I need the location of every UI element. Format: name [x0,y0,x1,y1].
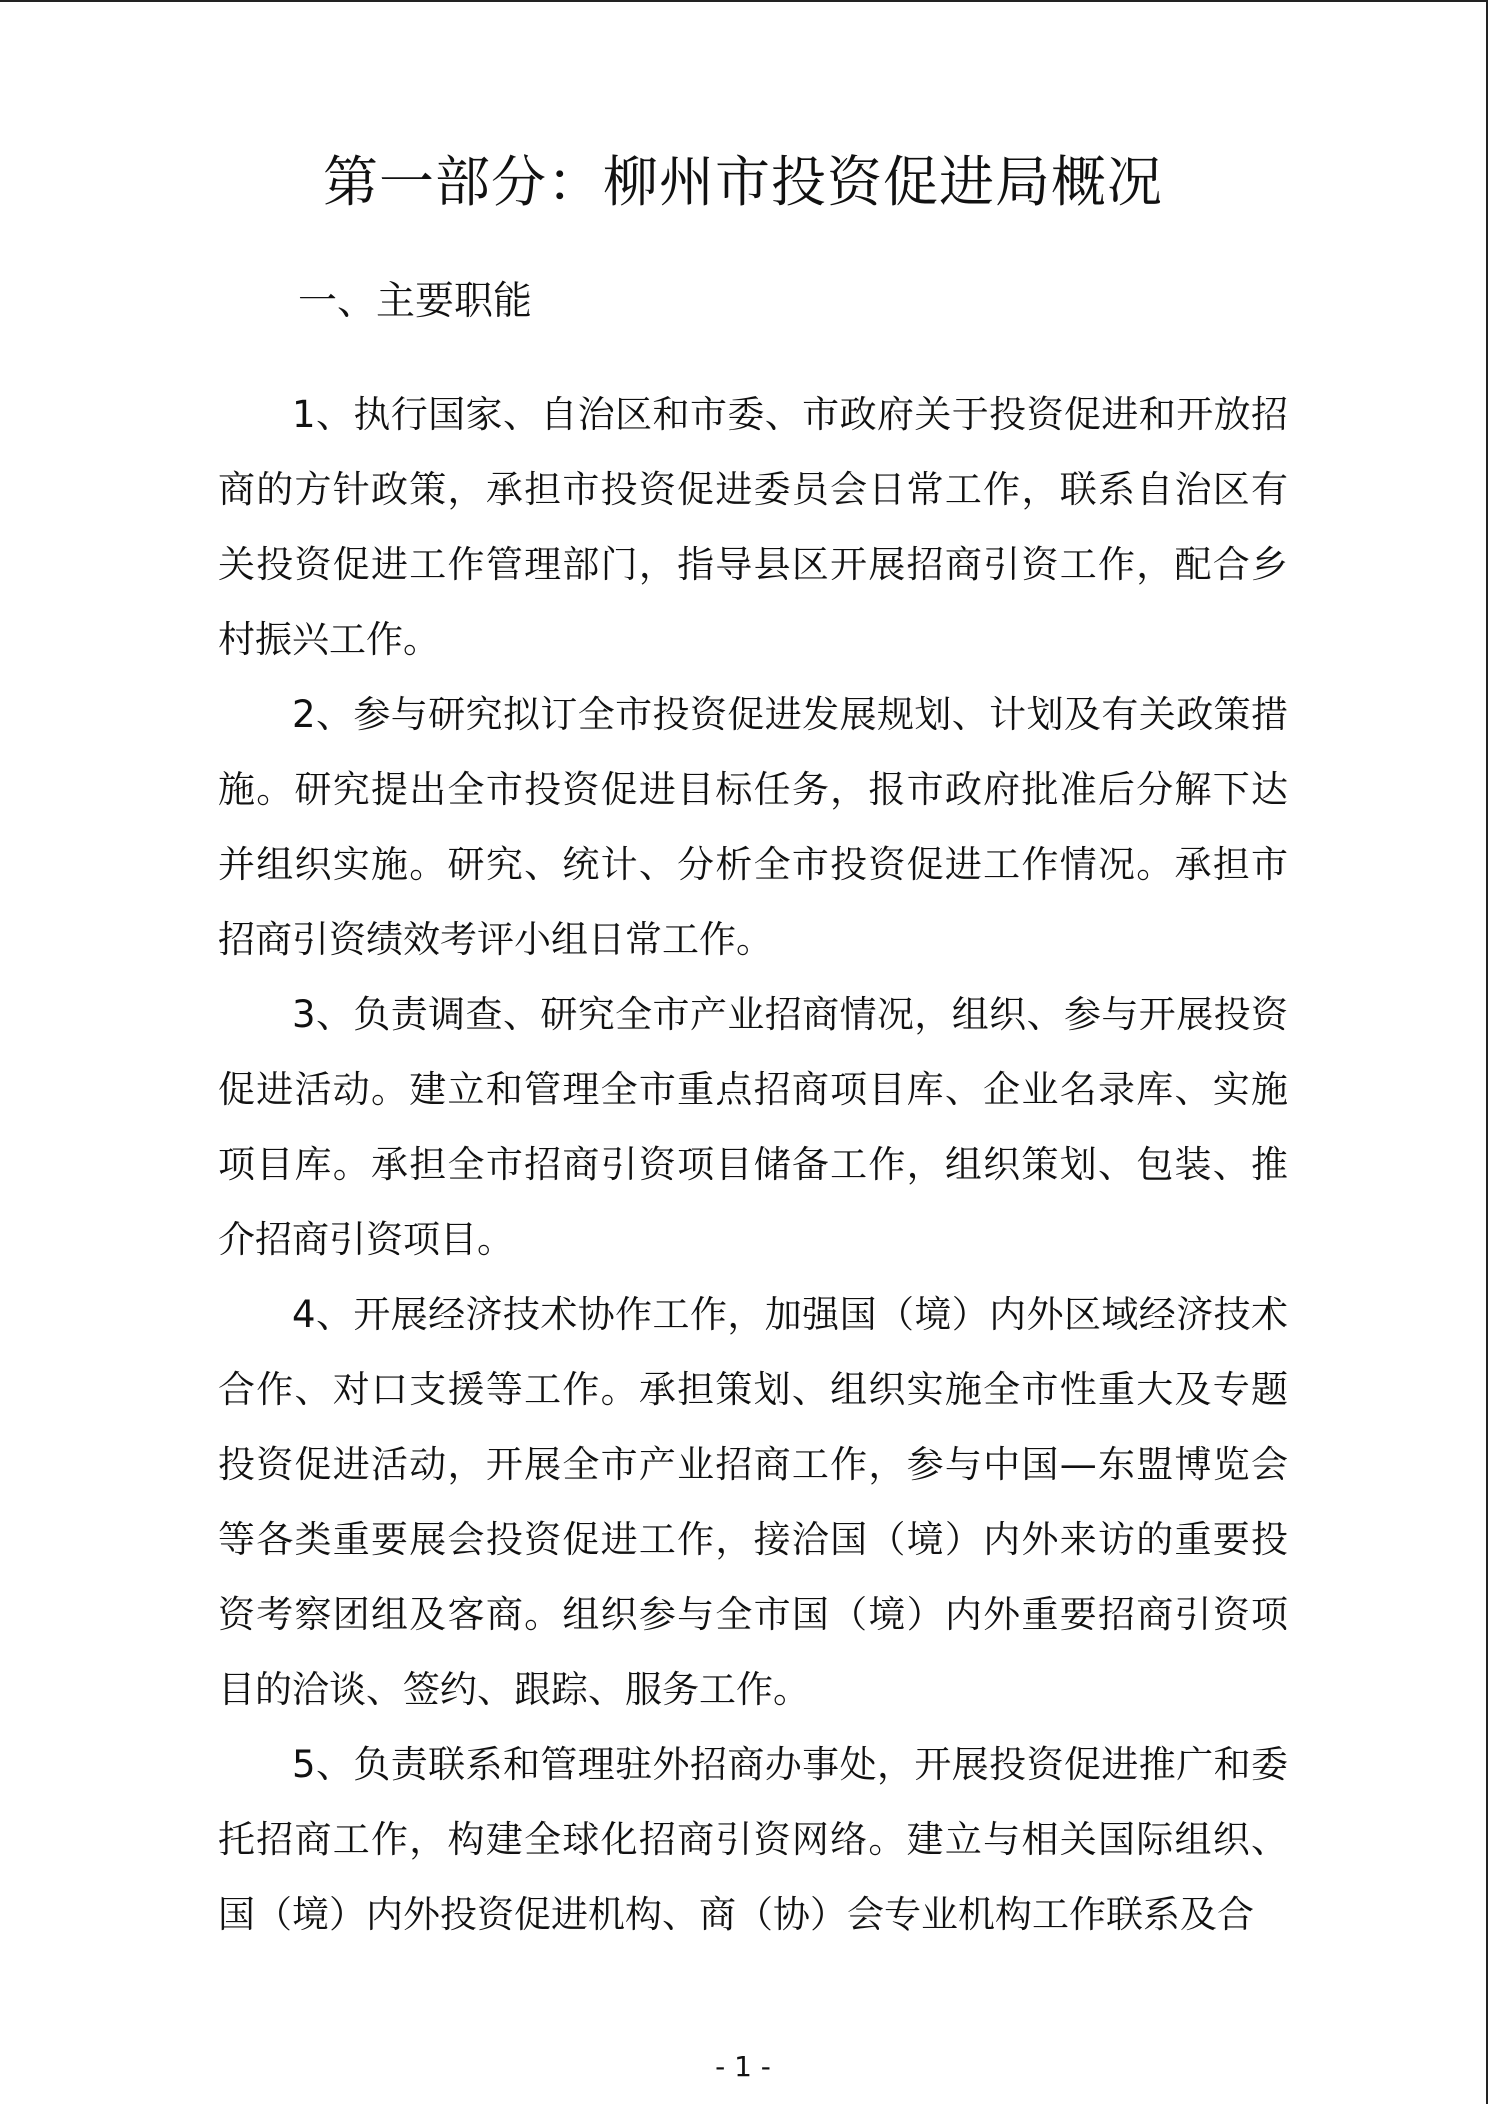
paragraph: 4、开展经济技术协作工作，加强国（境）内外区域经济技术合作、对口支援等工作。承担策划、组织实施全市性重大及专题投资促进活动，开展全市产业招商工作，参与中国—东盟博览会等各类重要展会投资促进工作，接洽国（境）内外来访的重要投资考察团组及客商。组织参与全市国（境）内外重要招商引资项目的洽谈、签约、跟踪、服务工作。 [218,1293,1288,1711]
body-text [218,377,1288,1952]
document-title: 第一部分：柳州市投资促进局概况 [322,150,1163,214]
paragraph: 5、负责联系和管理驻外招商办事处，开展投资促进推广和委托招商工作，构建全球化招商引资网络。建立与相关国际组织、国（境）内外投资促进机构、商（协）会专业机构工作联系及合 [218,1743,1288,1936]
paragraph: 1、执行国家、自治区和市委、市政府关于投资促进和开放招商的方针政策，承担市投资促进委员会日常工作，联系自治区有关投资促进工作管理部门，指导县区开展招商引资工作，配合乡村振兴工作。 [218,393,1288,661]
paragraph: 2、参与研究拟订全市投资促进发展规划、计划及有关政策措施。研究提出全市投资促进目标任务，报市政府批准后分解下达并组织实施。研究、统计、分析全市投资促进工作情况。承担市招商引资绩效考评小组日常工作。 [218,693,1288,961]
page-number: - 1 - [715,2050,771,2083]
section-heading: 一、主要职能 [298,279,533,324]
paragraph: 3、负责调查、研究全市产业招商情况，组织、参与开展投资促进活动。建立和管理全市重点招商项目库、企业名录库、实施项目库。承担全市招商引资项目储备工作，组织策划、包装、推介招商引资项目。 [218,993,1288,1261]
